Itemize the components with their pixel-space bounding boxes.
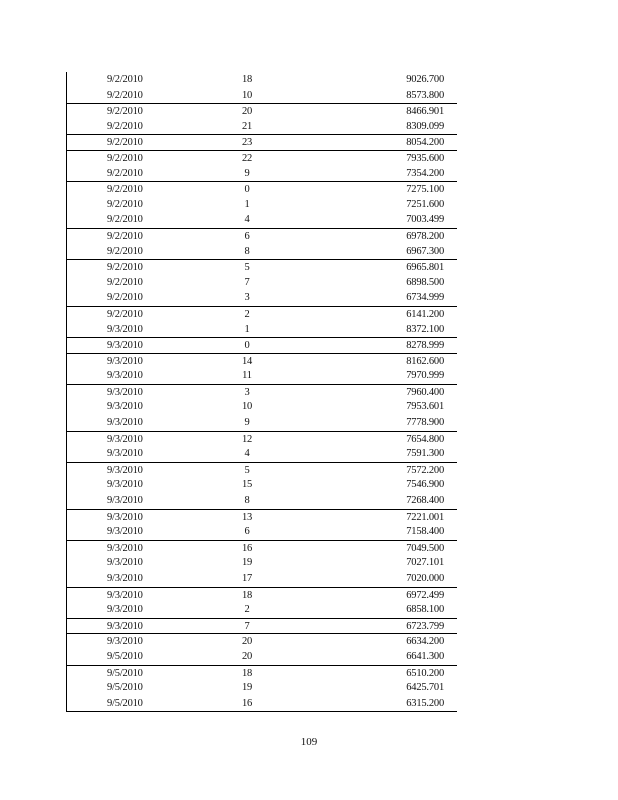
table-row (67, 415, 457, 431)
date-cell: 9/2/2010 (107, 184, 143, 196)
date-cell: 9/2/2010 (107, 214, 143, 226)
table-row (67, 587, 457, 603)
table-row (67, 244, 457, 260)
value-cell: 6972.499 (406, 589, 444, 601)
table-row (67, 103, 457, 119)
value-cell: 6315.200 (406, 697, 444, 709)
date-cell: 9/2/2010 (107, 106, 143, 118)
hour-cell: 22 (241, 152, 253, 164)
table-row (67, 493, 457, 509)
value-cell: 7275.100 (406, 184, 444, 196)
value-cell: 6723.799 (406, 620, 444, 632)
date-cell: 9/2/2010 (107, 198, 143, 210)
value-cell: 7572.200 (406, 464, 444, 476)
date-cell: 9/3/2010 (107, 386, 143, 398)
hour-cell: 19 (241, 557, 253, 569)
table-row (67, 353, 457, 369)
value-cell: 7935.600 (406, 152, 444, 164)
date-cell: 9/3/2010 (107, 464, 143, 476)
date-cell: 9/2/2010 (107, 262, 143, 274)
hour-cell: 6 (244, 230, 250, 242)
value-cell: 7003.499 (406, 214, 444, 226)
value-cell: 6978.200 (406, 230, 444, 242)
date-cell: 9/3/2010 (107, 433, 143, 445)
date-cell: 9/2/2010 (107, 276, 143, 288)
hour-cell: 9 (244, 167, 250, 179)
date-cell: 9/2/2010 (107, 74, 143, 85)
value-cell: 7778.900 (406, 417, 444, 429)
table-row (67, 368, 457, 384)
table-row (67, 665, 457, 681)
value-cell: 7970.999 (406, 370, 444, 382)
hour-cell: 21 (241, 120, 253, 132)
hour-cell: 20 (241, 650, 253, 662)
table-row (67, 166, 457, 182)
hour-cell: 16 (241, 542, 253, 554)
hour-cell: 23 (241, 137, 253, 149)
hour-cell: 10 (241, 89, 253, 101)
value-cell: 7027.101 (406, 557, 444, 569)
date-cell: 9/3/2010 (107, 355, 143, 367)
value-cell: 7020.000 (406, 573, 444, 584)
date-cell: 9/3/2010 (107, 448, 143, 460)
value-cell: 8466.901 (406, 106, 444, 118)
date-cell: 9/3/2010 (107, 557, 143, 569)
table-row (67, 384, 457, 400)
date-cell: 9/3/2010 (107, 526, 143, 538)
value-cell: 6967.300 (406, 245, 444, 257)
table-row (67, 337, 457, 353)
value-cell: 7268.400 (406, 495, 444, 507)
value-cell: 8372.100 (406, 323, 444, 335)
hour-cell: 5 (244, 464, 250, 476)
value-cell: 7049.500 (406, 542, 444, 554)
table-row (67, 72, 457, 88)
date-cell: 9/2/2010 (107, 137, 143, 149)
table-row (67, 618, 457, 634)
hour-cell: 18 (241, 589, 253, 601)
date-cell: 9/3/2010 (107, 370, 143, 382)
date-cell: 9/3/2010 (107, 589, 143, 601)
value-cell: 7960.400 (406, 386, 444, 398)
date-cell: 9/3/2010 (107, 479, 143, 491)
hour-cell: 19 (241, 682, 253, 694)
hour-cell: 20 (241, 106, 253, 118)
table-row (67, 446, 457, 462)
hour-cell: 14 (241, 355, 253, 367)
value-cell: 8278.999 (406, 340, 444, 352)
date-cell: 9/2/2010 (107, 89, 143, 101)
date-cell: 9/2/2010 (107, 167, 143, 179)
value-cell: 8162.600 (406, 355, 444, 367)
page-number: 109 (300, 736, 318, 748)
value-cell: 6898.500 (406, 276, 444, 288)
value-cell: 8309.099 (406, 120, 444, 132)
value-cell: 6425.701 (406, 682, 444, 694)
date-cell: 9/2/2010 (107, 292, 143, 304)
hour-cell: 20 (241, 636, 253, 648)
hour-cell: 18 (241, 74, 253, 85)
table-row (67, 477, 457, 493)
table-row (67, 228, 457, 244)
value-cell: 7158.400 (406, 526, 444, 538)
table-row (67, 212, 457, 228)
date-cell: 9/2/2010 (107, 152, 143, 164)
date-cell: 9/3/2010 (107, 511, 143, 523)
table-row (67, 197, 457, 213)
hour-cell: 3 (244, 292, 250, 304)
table-row (67, 696, 457, 712)
hour-cell: 2 (244, 308, 250, 320)
table-row (67, 399, 457, 415)
table-row (67, 290, 457, 306)
table-row (67, 119, 457, 135)
value-cell: 6858.100 (406, 604, 444, 616)
hour-cell: 7 (244, 276, 250, 288)
value-cell: 6510.200 (406, 667, 444, 679)
hour-cell: 5 (244, 262, 250, 274)
table-row (67, 322, 457, 338)
hour-cell: 8 (244, 495, 250, 507)
table-row (67, 571, 457, 587)
hour-cell: 10 (241, 401, 253, 413)
value-cell: 7546.900 (406, 479, 444, 491)
hour-cell: 6 (244, 526, 250, 538)
date-cell: 9/5/2010 (107, 697, 143, 709)
date-cell: 9/2/2010 (107, 230, 143, 242)
value-cell: 7354.200 (406, 167, 444, 179)
value-cell: 8054.200 (406, 137, 444, 149)
value-cell: 7251.600 (406, 198, 444, 210)
table-row (67, 306, 457, 322)
hour-cell: 3 (244, 386, 250, 398)
table-row (67, 462, 457, 478)
hour-cell: 15 (241, 479, 253, 491)
hour-cell: 8 (244, 245, 250, 257)
date-cell: 9/3/2010 (107, 542, 143, 554)
hour-cell: 1 (244, 323, 250, 335)
hour-cell: 12 (241, 433, 253, 445)
table-row (67, 540, 457, 556)
date-cell: 9/5/2010 (107, 682, 143, 694)
hour-cell: 2 (244, 604, 250, 616)
table-row (67, 649, 457, 665)
value-cell: 7591.300 (406, 448, 444, 460)
date-cell: 9/5/2010 (107, 650, 143, 662)
value-cell: 6734.999 (406, 292, 444, 304)
table-row (67, 555, 457, 571)
table-row (67, 181, 457, 197)
table-row (67, 680, 457, 696)
date-cell: 9/3/2010 (107, 495, 143, 507)
hour-cell: 17 (241, 573, 253, 584)
hour-cell: 13 (241, 511, 253, 523)
date-cell: 9/3/2010 (107, 323, 143, 335)
value-cell: 8573.800 (406, 89, 444, 101)
hour-cell: 0 (244, 184, 250, 196)
table-row (67, 602, 457, 618)
value-cell: 6965.801 (406, 262, 444, 274)
value-cell: 7221.001 (406, 511, 444, 523)
value-cell: 6641.300 (406, 650, 444, 662)
table-row (67, 431, 457, 447)
date-cell: 9/3/2010 (107, 417, 143, 429)
table-row (67, 524, 457, 540)
table-row (67, 150, 457, 166)
date-cell: 9/2/2010 (107, 245, 143, 257)
value-cell: 6141.200 (406, 308, 444, 320)
hour-cell: 9 (244, 417, 250, 429)
date-cell: 9/3/2010 (107, 573, 143, 584)
date-cell: 9/2/2010 (107, 120, 143, 132)
data-table (66, 72, 457, 712)
hour-cell: 18 (241, 667, 253, 679)
date-cell: 9/3/2010 (107, 340, 143, 352)
value-cell: 6634.200 (406, 636, 444, 648)
hour-cell: 7 (244, 620, 250, 632)
date-cell: 9/5/2010 (107, 667, 143, 679)
date-cell: 9/3/2010 (107, 636, 143, 648)
table-row (67, 633, 457, 649)
table-row (67, 509, 457, 525)
hour-cell: 4 (244, 214, 250, 226)
date-cell: 9/3/2010 (107, 604, 143, 616)
value-cell: 9026.700 (406, 74, 444, 85)
hour-cell: 4 (244, 448, 250, 460)
hour-cell: 1 (244, 198, 250, 210)
table-row (67, 259, 457, 275)
hour-cell: 16 (241, 697, 253, 709)
value-cell: 7654.800 (406, 433, 444, 445)
date-cell: 9/3/2010 (107, 401, 143, 413)
hour-cell: 11 (242, 370, 252, 382)
value-cell: 7953.601 (406, 401, 444, 413)
table-row (67, 134, 457, 150)
table-row (67, 88, 457, 104)
hour-cell: 0 (244, 340, 250, 352)
date-cell: 9/2/2010 (107, 308, 143, 320)
date-cell: 9/3/2010 (107, 620, 143, 632)
table-row (67, 275, 457, 291)
